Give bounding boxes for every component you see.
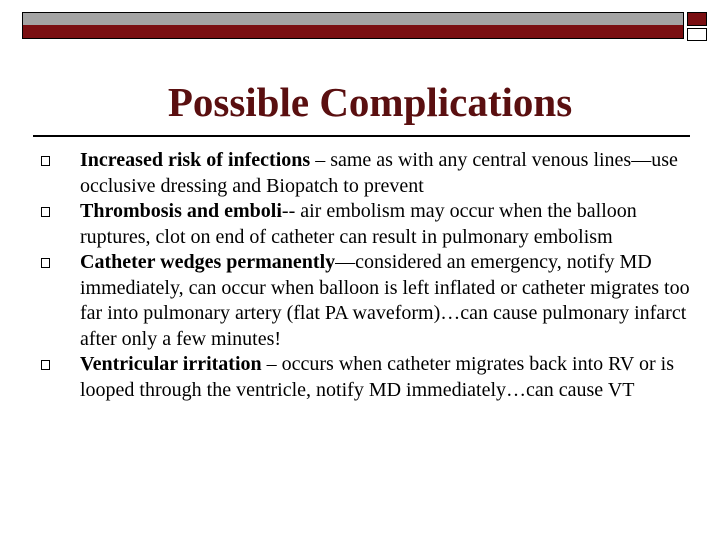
bullet-text: – same as with any central venous lines—use occlusive dressing and Biopatch to prevent — [80, 149, 678, 197]
bullet-item-catheter-wedge — [40, 250, 700, 352]
bullet-text: -- air embolism may occur when the balloon ruptures, clot on end of catheter can result in pulmonary embolism — [80, 200, 637, 248]
header-decoration-bar — [22, 12, 684, 39]
bullet-item-ventricular — [40, 352, 700, 403]
header-accent-band — [23, 25, 683, 38]
square-bullet-icon — [41, 156, 50, 166]
bullet-heading: Catheter wedges permanently — [80, 251, 336, 273]
square-bullet-icon — [41, 207, 50, 217]
bullet-item-infections — [40, 148, 700, 199]
corner-square-filled — [687, 12, 707, 26]
corner-decoration — [687, 12, 709, 45]
square-bullet-icon — [41, 360, 50, 370]
corner-square-outline — [687, 28, 707, 41]
bullet-item-thrombosis — [40, 199, 700, 250]
slide-title: Possible Complications — [167, 79, 573, 125]
bullet-heading: Ventricular irritation — [80, 353, 262, 375]
bullet-heading: Increased risk of infections — [80, 149, 311, 171]
bullet-text: – occurs when catheter migrates back into RV or is looped through the ventricle, notify MD immediately…can cause VT — [80, 353, 674, 401]
square-bullet-icon — [41, 258, 50, 268]
title-divider — [33, 135, 690, 137]
bullet-list — [40, 148, 700, 403]
bullet-heading: Thrombosis and emboli — [80, 200, 282, 222]
bullet-text: —considered an emergency, notify MD immediately, can occur when balloon is left inflated or catheter migrates too far into pulmonary artery (flat PA waveform)…can cause pulmonary infarct after only a few minutes! — [80, 251, 690, 350]
